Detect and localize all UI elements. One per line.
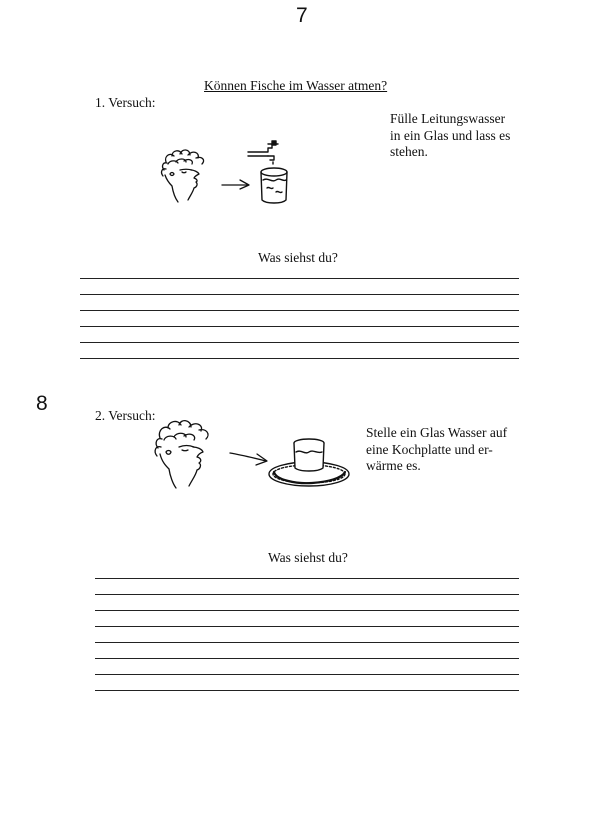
experiment-1-instruction: Fülle Leitungswasser in ein Glas und lass es stehen. <box>390 111 511 159</box>
answer-line[interactable] <box>80 342 519 343</box>
experiment-2-label: 2. Versuch: <box>95 408 156 423</box>
experiment-1-question: Was siehst du? <box>258 250 338 265</box>
answer-line[interactable] <box>95 690 519 691</box>
answer-line[interactable] <box>95 642 519 643</box>
experiment-2-question: Was siehst du? <box>268 550 348 565</box>
worksheet-title: Können Fische im Wasser atmen? <box>204 78 388 93</box>
answer-line[interactable] <box>95 594 519 595</box>
tap-icon <box>246 138 286 164</box>
answer-line[interactable] <box>80 278 519 279</box>
answer-line[interactable] <box>95 626 519 627</box>
arrow-right-icon <box>228 448 270 468</box>
arrow-right-icon <box>220 177 252 191</box>
answer-line[interactable] <box>80 326 519 327</box>
person-face-icon <box>152 418 228 494</box>
water-glass-icon <box>256 166 292 206</box>
page-number-top: 7 <box>296 4 308 27</box>
answer-line[interactable] <box>80 294 519 295</box>
experiment-2-instruction: Stelle ein Glas Wasser auf eine Kochplatte und er- wärme es. <box>366 425 508 473</box>
answer-line[interactable] <box>95 610 519 611</box>
person-face-icon <box>158 148 220 210</box>
page-number-side: 8 <box>36 392 48 415</box>
answer-line[interactable] <box>95 658 519 659</box>
answer-line[interactable] <box>80 310 519 311</box>
answer-line[interactable] <box>80 358 519 359</box>
answer-line[interactable] <box>95 578 519 579</box>
experiment-1-label: 1. Versuch: <box>95 95 156 110</box>
hot-plate-icon <box>266 436 352 492</box>
answer-line[interactable] <box>95 674 519 675</box>
